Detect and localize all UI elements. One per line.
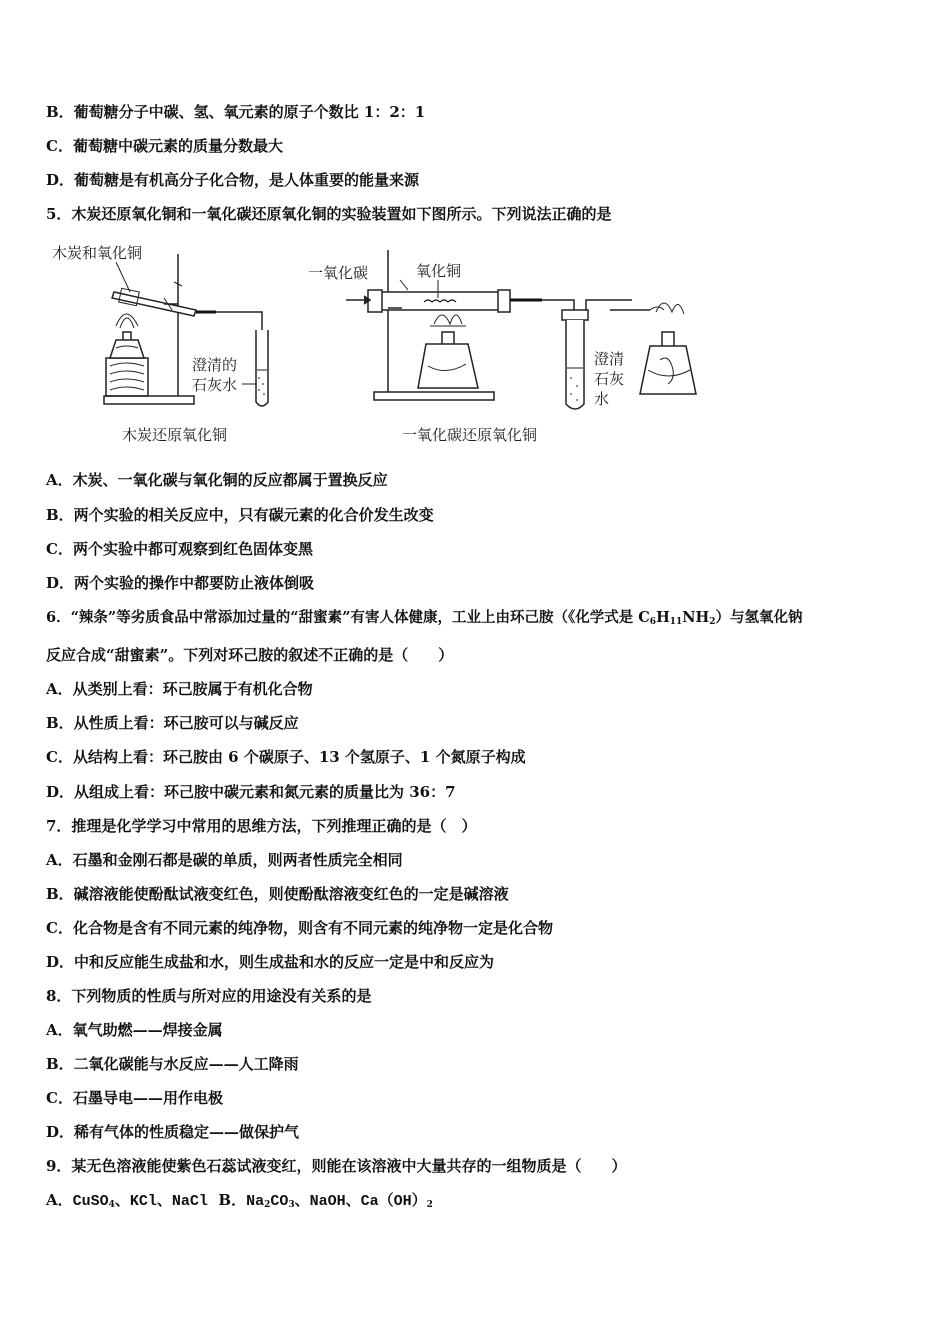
limewater-label-left-2: 石灰水 [192,376,238,394]
q5-option-d: D．两个实验的操作中都要防止液体倒吸 [46,574,315,592]
q9-b-na: Na [246,1193,265,1210]
co-apparatus [346,250,632,409]
q6-option-c: C．从结构上看：环己胺由 6 个碳原子、13 个氢原子、1 个氮原子构成 [46,748,526,766]
q7-option-a: A．石墨和金刚石都是碳的单质，则两者性质完全相同 [46,851,403,869]
q8-option-b: B．二氧化碳能与水反应——人工降雨 [46,1055,299,1073]
charcoal-caption: 木炭还原氧化铜 [122,426,228,444]
q9-b-na-sub: 2 [264,1200,271,1210]
formula-h-sub: 11 [669,617,683,627]
q6-option-d: D．从组成上看：环己胺中碳元素和氮元素的质量比为 36：7 [46,783,456,801]
q9-b-rest: 、NaOH、Ca（OH） [294,1193,427,1210]
q4-option-b: B．葡萄糖分子中碳、氢、氧元素的原子个数比 1：2：1 [46,103,426,121]
charcoal-cuo-label: 木炭和氧化铜 [52,244,143,262]
tail-gas-lamp [610,290,720,400]
q7-option-b: B．碱溶液能使酚酞试液变红色，则使酚酞溶液变红色的一定是碱溶液 [46,885,509,903]
formula-nh: NH [682,609,710,626]
formula-h: H [656,609,670,626]
q7-stem: 7．推理是化学学习中常用的思维方法，下列推理正确的是（ ） [46,817,477,835]
q9-a-cuso-sub: 4 [108,1200,115,1210]
q6-option-b: B．从性质上看：环己胺可以与碱反应 [46,714,299,732]
q6-stem-line2: 反应合成“甜蜜素”。下列对环己胺的叙述不正确的是（ ） [46,646,454,664]
q9-a-prefix: A． [46,1191,73,1209]
q6-option-a: A．从类别上看：环己胺属于有机化合物 [46,680,313,698]
q8-option-d: D．稀有气体的性质稳定——做保护气 [46,1123,300,1141]
q9-a-cuso: CuSO [72,1193,109,1210]
q9-b-co-sub: 3 [288,1200,295,1210]
q9-options-ab [46,1190,433,1215]
limewater-label-right-3: 水 [594,390,610,408]
limewater-label-left-1: 澄清的 [192,356,238,374]
q8-option-c: C．石墨导电——用作电极 [46,1089,223,1107]
co-caption: 一氧化碳还原氧化铜 [402,426,538,444]
limewater-label-right-1: 澄清 [594,350,625,368]
experiment-figure [46,240,625,450]
cuo-label: 氧化铜 [416,262,462,280]
q4-option-d: D．葡萄糖是有机高分子化合物，是人体重要的能量来源 [46,171,420,189]
q5-stem: 5．木炭还原氧化铜和一氧化碳还原氧化铜的实验装置如下图所示。下列说法正确的是 [46,205,612,223]
q8-stem: 8．下列物质的性质与所对应的用途没有关系的是 [46,987,372,1005]
q9-b-prefix: B． [218,1191,247,1209]
q9-stem: 9．某无色溶液能使紫色石蕊试液变红，则能在该溶液中大量共存的一组物质是（ ） [46,1157,627,1175]
q9-b-co: CO [270,1193,289,1210]
limewater-label-right-2: 石灰 [594,370,625,388]
q5-option-a: A．木炭、一氧化碳与氧化铜的反应都属于置换反应 [46,471,388,489]
charcoal-apparatus [104,254,268,406]
q6-stem-pre: 6．“辣条”等劣质食品中常添加过量的“甜蜜素”有害人体健康，工业上由环己胺（《化学式是 [46,609,639,626]
formula-nh-sub: 2 [709,617,716,627]
q9-a-rest: 、KCl、NaCl [114,1193,208,1210]
co-label: 一氧化碳 [308,264,369,282]
q7-option-c: C．化合物是含有不同元素的纯净物，则含有不同元素的纯净物一定是化合物 [46,919,553,937]
q7-option-d: D．中和反应能生成盐和水，则生成盐和水的反应一定是中和反应为 [46,953,495,971]
q6-stem-post: ）与氢氧化钠 [715,609,803,626]
q4-option-c: C．葡萄糖中碳元素的质量分数最大 [46,137,283,155]
formula-c: C [638,609,650,626]
formula-c-sub: 6 [649,617,657,627]
q9-b-oh-sub: 2 [426,1200,433,1210]
q6-stem [46,608,803,632]
q5-option-c: C．两个实验中都可观察到红色固体变黑 [46,540,313,558]
q8-option-a: A．氧气助燃——焊接金属 [46,1021,223,1039]
q5-option-b: B．两个实验的相关反应中，只有碳元素的化合价发生改变 [46,506,434,524]
